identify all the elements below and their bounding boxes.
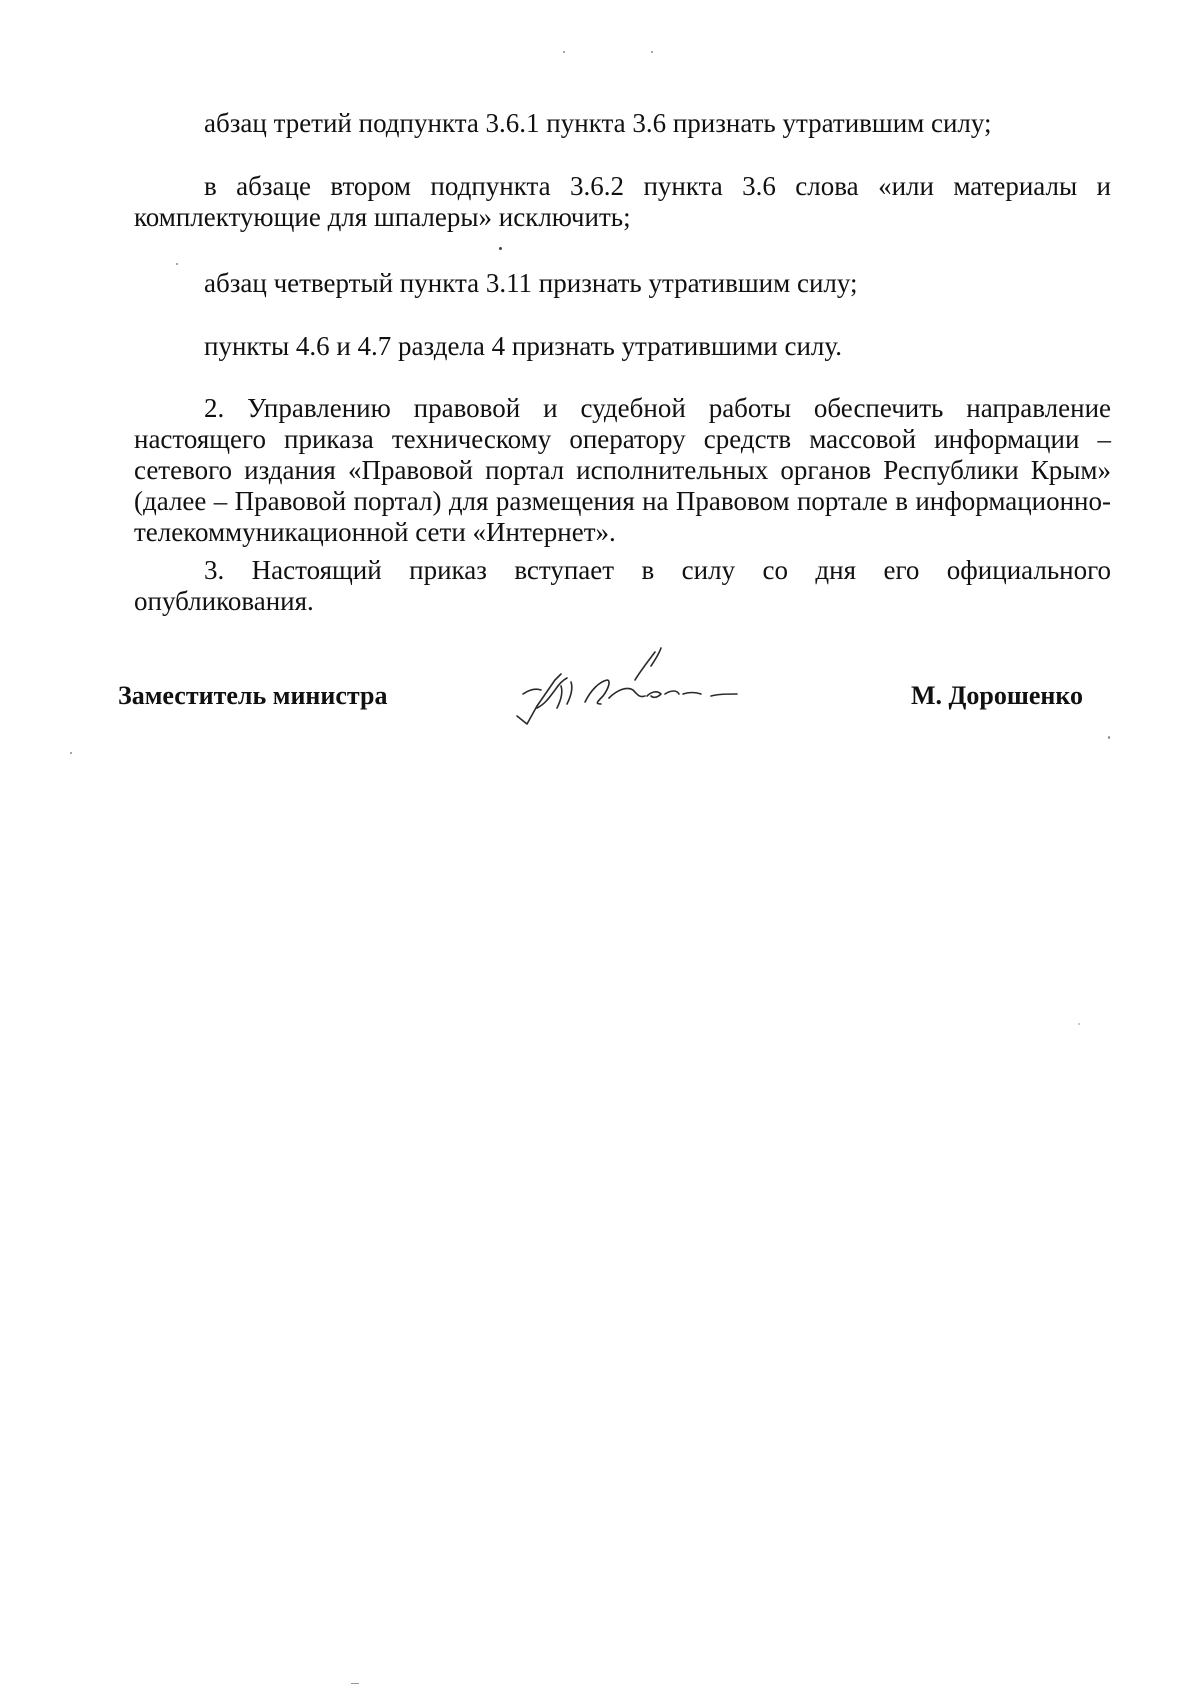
scan-speck (1108, 736, 1110, 739)
signature-block (0, 676, 1200, 736)
paragraph-2: в абзаце втором подпункта 3.6.2 пункта 3.6 слова «или материалы и комплектующие для шпалеры» исключить; (134, 171, 1111, 232)
paragraph-5: 2. Управлению правовой и судебной работы обеспечить направление настоящего приказа техническому оператору средств массовой информации – сетевого издания «Правовой портал исполнительных органов Республики Крым» (далее – Правовой портал) для размещения на Правовом портале в информационно-телекоммуникационной сети «Интернет». (134, 393, 1111, 547)
paragraph-3: абзац четвертый пункта 3.11 признать утратившим силу; (204, 268, 858, 298)
signatory-name: М. Дорошенко (911, 681, 1083, 710)
handwritten-signature (515, 646, 765, 746)
scan-speck (563, 51, 565, 53)
scan-speck (651, 51, 653, 53)
paragraph-1: абзац третий подпункта 3.6.1 пункта 3.6 признать утратившим силу; (204, 108, 992, 138)
paragraph-6: 3. Настоящий приказ вступает в силу со дня его официального опубликования. (134, 555, 1111, 616)
signatory-position: Заместитель министра (118, 681, 388, 710)
scan-speck (351, 1683, 359, 1684)
scan-speck (1078, 1023, 1080, 1025)
scan-speck (70, 752, 72, 754)
scan-speck (499, 247, 502, 250)
paragraph-4: пункты 4.6 и 4.7 раздела 4 признать утратившими силу. (204, 331, 842, 361)
scan-speck (176, 263, 178, 265)
